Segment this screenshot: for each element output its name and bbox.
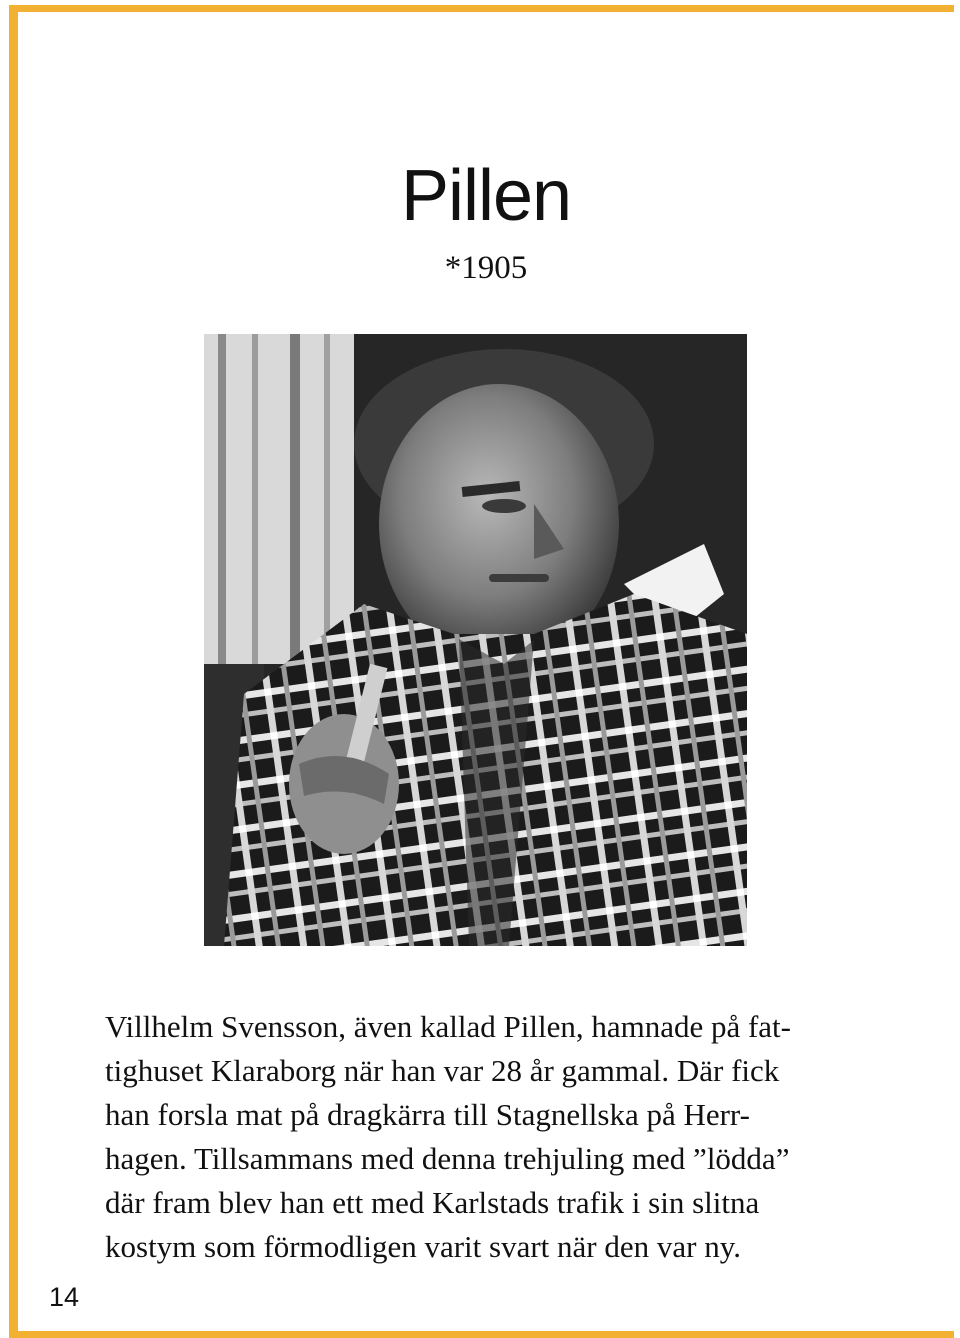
body-line: Villhelm Svensson, även kallad Pillen, hamnade på fat- <box>105 1009 791 1044</box>
body-line: han forsla mat på dragkärra till Stagnellska på Herr- <box>105 1097 750 1132</box>
page-number: 14 <box>49 1282 80 1312</box>
body-text <box>105 1005 855 1269</box>
birth-year: *1905 <box>444 250 528 286</box>
page-frame <box>9 5 954 1338</box>
body-line: hagen. Tillsammans med denna trehjuling med ”lödda” <box>105 1141 790 1176</box>
portrait-image <box>204 334 747 946</box>
portrait-photo <box>204 334 747 946</box>
body-line: tighuset Klaraborg när han var 28 år gammal. Där fick <box>105 1053 780 1088</box>
body-line: kostym som förmodligen varit svart när den var ny. <box>105 1229 741 1264</box>
body-line: där fram blev han ett med Karlstads trafik i sin slitna <box>105 1185 760 1220</box>
page-title: Pillen <box>400 156 572 236</box>
